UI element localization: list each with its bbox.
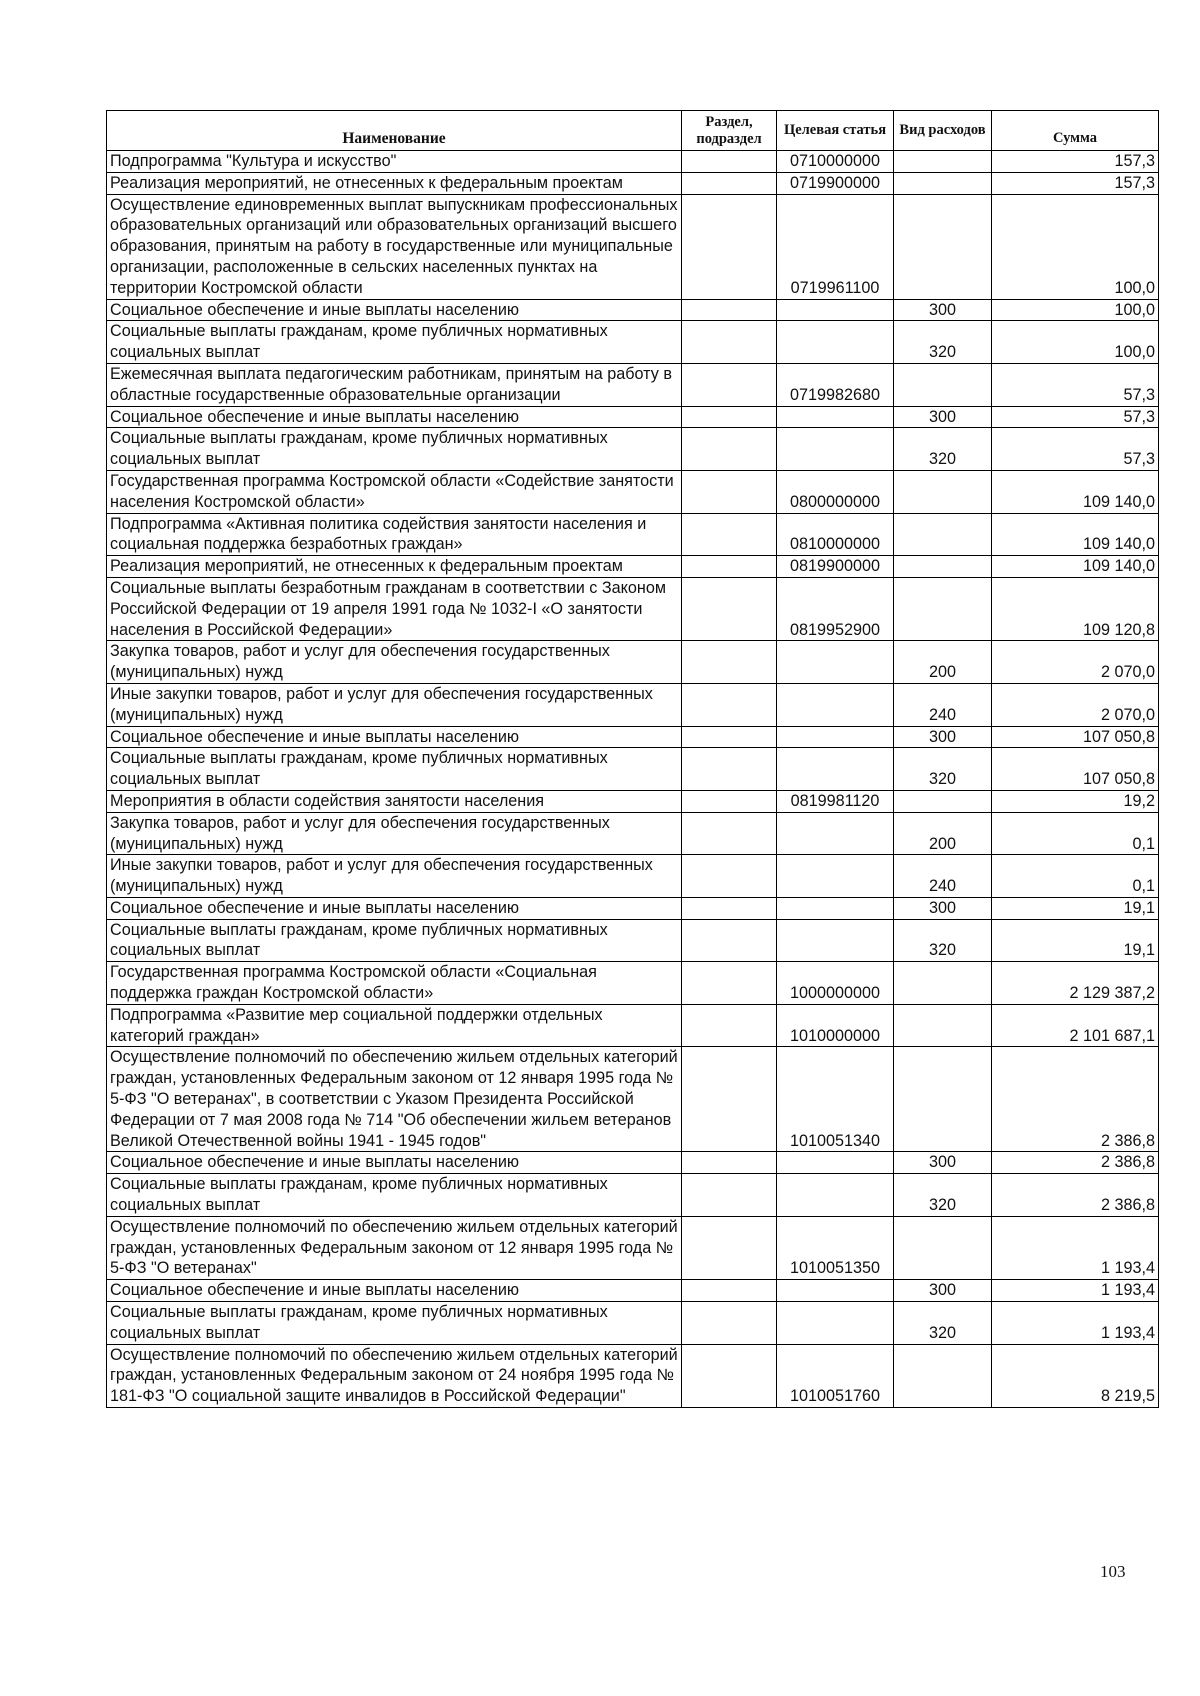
table-row: [107, 641, 1159, 684]
cell-name: Осуществление единовременных выплат выпускникам профессиональных образовательных организаций или образовательных организаций высшего образования, принятым на работу в государственные или муниципальные организации, расположенные в сельских населенных пунктах на территории Костромской области: [107, 194, 682, 299]
cell-sum: 57,3: [992, 428, 1159, 471]
cell-section: [682, 1152, 777, 1174]
table-row: [107, 1216, 1159, 1279]
cell-sum: 157,3: [992, 151, 1159, 173]
table-row: [107, 1047, 1159, 1152]
cell-name: Социальные выплаты безработным гражданам в соответствии с Законом Российской Федерации от 19 апреля 1991 года № 1032-I «О занятости населения в Российской Федерации»: [107, 577, 682, 640]
cell-kind: 300: [894, 726, 992, 748]
cell-section: [682, 428, 777, 471]
cell-target: [777, 299, 894, 321]
cell-kind: [894, 151, 992, 173]
cell-target: [777, 726, 894, 748]
cell-kind: 200: [894, 641, 992, 684]
cell-sum: 19,1: [992, 919, 1159, 962]
cell-name: Социальное обеспечение и иные выплаты населению: [107, 406, 682, 428]
cell-sum: 1 193,4: [992, 1302, 1159, 1345]
cell-name: Реализация мероприятий, не отнесенных к федеральным проектам: [107, 556, 682, 578]
cell-section: [682, 299, 777, 321]
cell-kind: [894, 1216, 992, 1279]
cell-name: Социальное обеспечение и иные выплаты населению: [107, 897, 682, 919]
budget-page: [106, 110, 1158, 1408]
table-row: [107, 513, 1159, 556]
table-row: [107, 1004, 1159, 1047]
cell-section: [682, 919, 777, 962]
table-row: [107, 726, 1159, 748]
cell-kind: 320: [894, 1174, 992, 1217]
cell-section: [682, 683, 777, 726]
cell-target: [777, 1174, 894, 1217]
cell-sum: 100,0: [992, 194, 1159, 299]
cell-section: [682, 726, 777, 748]
cell-target: 0719961100: [777, 194, 894, 299]
cell-sum: 2 101 687,1: [992, 1004, 1159, 1047]
cell-kind: 320: [894, 321, 992, 364]
cell-name: Осуществление полномочий по обеспечению жильем отдельных категорий граждан, установленных Федеральным законом от 12 января 1995 года № 5-ФЗ "О ветеранах": [107, 1216, 682, 1279]
header-target: Целевая статья: [777, 111, 894, 151]
table-row: [107, 919, 1159, 962]
cell-sum: 1 193,4: [992, 1216, 1159, 1279]
cell-kind: [894, 172, 992, 194]
cell-sum: 107 050,8: [992, 726, 1159, 748]
table-row: [107, 962, 1159, 1005]
header-sum: Сумма: [992, 111, 1159, 151]
cell-section: [682, 577, 777, 640]
cell-section: [682, 1004, 777, 1047]
cell-target: 0810000000: [777, 513, 894, 556]
cell-kind: 200: [894, 812, 992, 855]
cell-sum: 2 386,8: [992, 1152, 1159, 1174]
table-header-row: [107, 111, 1159, 151]
cell-name: Закупка товаров, работ и услуг для обеспечения государственных (муниципальных) нужд: [107, 641, 682, 684]
cell-sum: 2 386,8: [992, 1174, 1159, 1217]
cell-target: [777, 919, 894, 962]
cell-kind: [894, 194, 992, 299]
cell-target: 1010051340: [777, 1047, 894, 1152]
cell-name: Государственная программа Костромской области «Социальная поддержка граждан Костромской области»: [107, 962, 682, 1005]
cell-section: [682, 1344, 777, 1407]
cell-name: Социальное обеспечение и иные выплаты населению: [107, 299, 682, 321]
cell-section: [682, 363, 777, 406]
cell-section: [682, 855, 777, 898]
budget-table: [106, 110, 1159, 1408]
cell-name: Социальные выплаты гражданам, кроме публичных нормативных социальных выплат: [107, 321, 682, 364]
cell-kind: 320: [894, 1302, 992, 1345]
table-row: [107, 363, 1159, 406]
table-row: [107, 299, 1159, 321]
page-number: 103: [1100, 1562, 1126, 1581]
cell-name: Осуществление полномочий по обеспечению жильем отдельных категорий граждан, установленных Федеральным законом от 12 января 1995 года № 5-ФЗ "О ветеранах", в соответствии с Указом Президента Российской Федерации от 7 мая 2008 года № 714 "Об обеспечении жильем ветеранов Великой Отечественной войны 1941 - 1945 годов": [107, 1047, 682, 1152]
table-row: [107, 556, 1159, 578]
cell-kind: [894, 1004, 992, 1047]
cell-target: 0800000000: [777, 470, 894, 513]
cell-kind: 300: [894, 406, 992, 428]
cell-target: 1000000000: [777, 962, 894, 1005]
header-name: Наименование: [107, 111, 682, 151]
cell-name: Социальное обеспечение и иные выплаты населению: [107, 726, 682, 748]
cell-target: [777, 1280, 894, 1302]
cell-name: Ежемесячная выплата педагогическим работникам, принятым на работу в областные государственные образовательные организации: [107, 363, 682, 406]
table-row: [107, 1174, 1159, 1217]
table-row: [107, 1152, 1159, 1174]
cell-section: [682, 406, 777, 428]
table-row: [107, 855, 1159, 898]
cell-sum: 0,1: [992, 855, 1159, 898]
cell-kind: [894, 513, 992, 556]
cell-sum: 109 120,8: [992, 577, 1159, 640]
cell-name: Социальные выплаты гражданам, кроме публичных нормативных социальных выплат: [107, 1302, 682, 1345]
cell-target: 0719982680: [777, 363, 894, 406]
cell-kind: [894, 1344, 992, 1407]
cell-section: [682, 1174, 777, 1217]
cell-target: [777, 812, 894, 855]
table-row: [107, 470, 1159, 513]
cell-sum: 8 219,5: [992, 1344, 1159, 1407]
cell-target: 0819981120: [777, 790, 894, 812]
table-row: [107, 790, 1159, 812]
cell-name: Социальные выплаты гражданам, кроме публичных нормативных социальных выплат: [107, 748, 682, 791]
cell-name: Подпрограмма "Культура и искусство": [107, 151, 682, 173]
cell-sum: 109 140,0: [992, 556, 1159, 578]
cell-target: 1010000000: [777, 1004, 894, 1047]
table-row: [107, 321, 1159, 364]
cell-sum: 100,0: [992, 299, 1159, 321]
table-row: [107, 1344, 1159, 1407]
cell-sum: 19,1: [992, 897, 1159, 919]
cell-kind: [894, 470, 992, 513]
table-row: [107, 748, 1159, 791]
cell-section: [682, 641, 777, 684]
cell-sum: 2 070,0: [992, 683, 1159, 726]
cell-section: [682, 1280, 777, 1302]
table-row: [107, 151, 1159, 173]
cell-sum: 109 140,0: [992, 513, 1159, 556]
cell-kind: 300: [894, 897, 992, 919]
cell-name: Социальные выплаты гражданам, кроме публичных нормативных социальных выплат: [107, 919, 682, 962]
cell-sum: 0,1: [992, 812, 1159, 855]
cell-sum: 19,2: [992, 790, 1159, 812]
cell-section: [682, 1302, 777, 1345]
cell-target: 0819900000: [777, 556, 894, 578]
table-body: [107, 151, 1159, 1408]
cell-kind: 320: [894, 748, 992, 791]
cell-kind: 240: [894, 683, 992, 726]
table-row: [107, 1302, 1159, 1345]
cell-target: 0710000000: [777, 151, 894, 173]
table-row: [107, 897, 1159, 919]
cell-kind: 300: [894, 1152, 992, 1174]
cell-section: [682, 897, 777, 919]
cell-target: [777, 855, 894, 898]
cell-section: [682, 172, 777, 194]
cell-name: Осуществление полномочий по обеспечению жильем отдельных категорий граждан, установленных Федеральным законом от 24 ноября 1995 года № 181-ФЗ "О социальной защите инвалидов в Российской Федерации": [107, 1344, 682, 1407]
cell-sum: 2 129 387,2: [992, 962, 1159, 1005]
cell-sum: 109 140,0: [992, 470, 1159, 513]
cell-name: Социальные выплаты гражданам, кроме публичных нормативных социальных выплат: [107, 1174, 682, 1217]
cell-section: [682, 812, 777, 855]
cell-name: Подпрограмма «Активная политика содействия занятости населения и социальная поддержка безработных граждан»: [107, 513, 682, 556]
cell-target: [777, 428, 894, 471]
cell-name: Социальные выплаты гражданам, кроме публичных нормативных социальных выплат: [107, 428, 682, 471]
cell-name: Государственная программа Костромской области «Содействие занятости населения Костромской области»: [107, 470, 682, 513]
cell-section: [682, 1047, 777, 1152]
cell-name: Иные закупки товаров, работ и услуг для обеспечения государственных (муниципальных) нужд: [107, 855, 682, 898]
cell-target: 1010051760: [777, 1344, 894, 1407]
cell-target: [777, 1152, 894, 1174]
table-row: [107, 428, 1159, 471]
table-row: [107, 1280, 1159, 1302]
cell-kind: 320: [894, 428, 992, 471]
cell-kind: [894, 962, 992, 1005]
cell-section: [682, 790, 777, 812]
cell-target: 0819952900: [777, 577, 894, 640]
cell-section: [682, 151, 777, 173]
header-kind: Вид расходов: [894, 111, 992, 151]
cell-name: Социальное обеспечение и иные выплаты населению: [107, 1152, 682, 1174]
cell-sum: 57,3: [992, 363, 1159, 406]
cell-target: 0719900000: [777, 172, 894, 194]
cell-sum: 1 193,4: [992, 1280, 1159, 1302]
cell-kind: [894, 1047, 992, 1152]
cell-section: [682, 1216, 777, 1279]
cell-section: [682, 748, 777, 791]
cell-name: Подпрограмма «Развитие мер социальной поддержки отдельных категорий граждан»: [107, 1004, 682, 1047]
cell-target: [777, 748, 894, 791]
cell-kind: 300: [894, 1280, 992, 1302]
cell-name: Мероприятия в области содействия занятости населения: [107, 790, 682, 812]
cell-kind: 320: [894, 919, 992, 962]
cell-section: [682, 556, 777, 578]
table-row: [107, 812, 1159, 855]
cell-name: Иные закупки товаров, работ и услуг для обеспечения государственных (муниципальных) нужд: [107, 683, 682, 726]
cell-name: Социальное обеспечение и иные выплаты населению: [107, 1280, 682, 1302]
cell-sum: 2 386,8: [992, 1047, 1159, 1152]
cell-section: [682, 962, 777, 1005]
cell-sum: 107 050,8: [992, 748, 1159, 791]
cell-target: [777, 683, 894, 726]
cell-kind: [894, 577, 992, 640]
cell-kind: 300: [894, 299, 992, 321]
cell-sum: 100,0: [992, 321, 1159, 364]
cell-name: Закупка товаров, работ и услуг для обеспечения государственных (муниципальных) нужд: [107, 812, 682, 855]
cell-section: [682, 470, 777, 513]
cell-sum: 2 070,0: [992, 641, 1159, 684]
cell-target: [777, 897, 894, 919]
cell-kind: [894, 556, 992, 578]
cell-kind: 240: [894, 855, 992, 898]
cell-section: [682, 513, 777, 556]
cell-kind: [894, 363, 992, 406]
table-row: [107, 577, 1159, 640]
cell-name: Реализация мероприятий, не отнесенных к федеральным проектам: [107, 172, 682, 194]
cell-target: [777, 406, 894, 428]
cell-sum: 157,3: [992, 172, 1159, 194]
header-section: Раздел, подраздел: [682, 111, 777, 151]
cell-section: [682, 194, 777, 299]
table-row: [107, 194, 1159, 299]
table-row: [107, 683, 1159, 726]
cell-target: 1010051350: [777, 1216, 894, 1279]
table-row: [107, 172, 1159, 194]
cell-target: [777, 641, 894, 684]
cell-target: [777, 1302, 894, 1345]
cell-target: [777, 321, 894, 364]
table-row: [107, 406, 1159, 428]
cell-kind: [894, 790, 992, 812]
cell-sum: 57,3: [992, 406, 1159, 428]
cell-section: [682, 321, 777, 364]
